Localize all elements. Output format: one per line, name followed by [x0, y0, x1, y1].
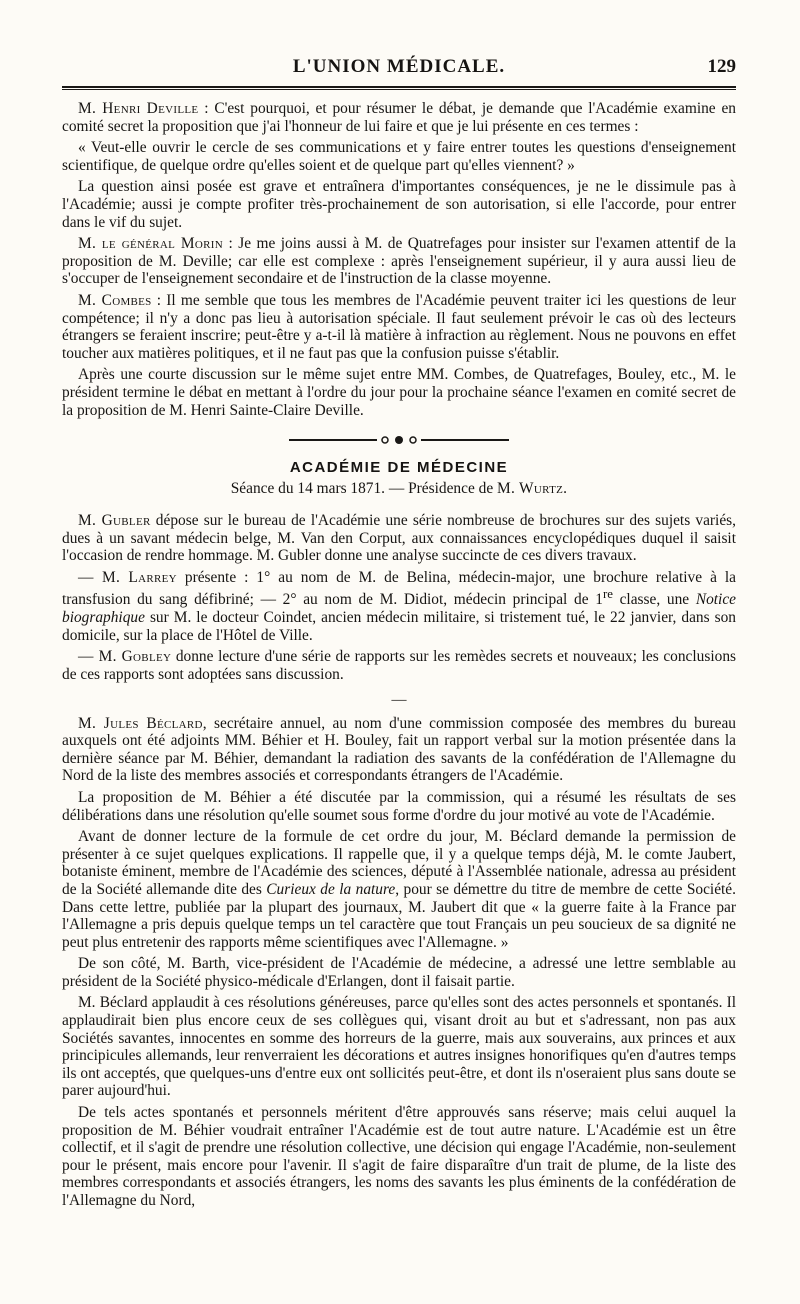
journal-title: L'UNION MÉDICALE. [292, 56, 506, 77]
header-rule [62, 86, 736, 90]
running-head [62, 52, 736, 86]
speaker-name: M. Gubler [78, 512, 151, 530]
separator-dash: — [391, 691, 407, 708]
paragraph [62, 100, 736, 135]
italic-title: Notice biographique [62, 591, 736, 627]
paragraph [62, 569, 736, 645]
paragraph: « Veut-elle ouvrir le cercle de ses communications et y faire entrer toutes les questions d'enseignement scientifique, de quelque ordre qu'elles soient et de quelque part qu'elles viennent? » [62, 139, 736, 174]
paragraph [62, 648, 736, 683]
speaker-name: M. Henri Deville [78, 100, 199, 117]
ornament-divider-icon [289, 434, 509, 446]
paragraph: La proposition de M. Béhier a été discutée par la commission, qui a résumé les résultats de ses délibérations dans une résolution qu'elle soumet sous forme d'ordre du jour motivé au vote de l'Académie. [62, 788, 736, 824]
paragraph-text: présente : 1° au nom de M. de Belina, médecin-major, une brochure relative à la transfusion du sang défibriné; — 2° au nom de M. Didiot, médecin principal de 1 [62, 568, 736, 609]
paragraph: M. Béclard applaudit à ces résolutions généreuses, parce qu'elles sont des actes personnels et spontanés. Il applaudirait bien plus encore ceux de ses collègues qui, visant droit au but et s'adressant, non pas aux Sociétés savantes, innocentes en somme des horreurs de la guerre, mais aux souverains, aux princes et aux principicules allemands, leur renverraient les décorations et autres insignes honorifiques qu'en d'autres temps ils ont acceptés, que quelques-uns d'entre eux ont sollicités peut-être, et dont ils n'oseraient plus sans doute se parer aujourd'hui. [62, 994, 736, 1100]
paragraph-text: , secrétaire annuel, au nom d'une commission composée des membres du bureau auxquels ont été adjoints MM. Béhier et H. Bouley, fait un rapport verbal sur la motion présentée dans la dernière séance par M. Béhier, demandant la radiation des savants de la confédération de l'Allemagne du Nord de la liste des membres associés et correspondants étrangers de l'Académie. [62, 714, 736, 785]
italic-title: Curieux de la nature [266, 880, 396, 898]
paragraph-text: donne lecture d'une série de rapports sur les remèdes secrets et nouveaux; les conclusions de ces rapports sont adoptées sans discussion. [62, 648, 736, 683]
paragraph-text: classe, une [612, 591, 696, 609]
paragraph-text: : Je me joins aussi à M. de Quatrefages pour insister sur l'examen attentif de la proposition de M. Deville; car elle est complexe : après l'enseignement supérieur, il y aura aussi lieu de s'occuper de l'enseignement secondaire et de l'instruction de la classe moyenne. [62, 235, 737, 288]
paragraph-text: : Il me semble que tous les membres de l'Académie peuvent traiter ici les questions de leur compétence; il n'y a donc pas lieu à autorisation spéciale. Il faut seulement prévoir le cas où des lecteurs étrangers se feraient inscrire; peut-être y a-t-il là matière à infraction au règlement. Nous ne pouvons en effet toucher aux matières politiques, et il ne faut pas que la confusion puisse s'établir. [62, 291, 736, 362]
paragraph [62, 715, 736, 785]
superscript: re [602, 587, 613, 602]
paragraph-text: sur M. le docteur Coindet, ancien médecin militaire, si tristement tué, le 22 janvier, dans son domicile, sur la place de l'Hôtel de Ville. [62, 609, 736, 644]
session-date: Séance du 14 mars 1871. — Présidence de [230, 480, 498, 498]
paragraph [62, 512, 736, 565]
session-president: M. Wurtz. [497, 480, 568, 498]
speaker-name: M. le général Morin [78, 235, 223, 253]
page-number: 129 [707, 56, 736, 77]
section-ornament [62, 433, 736, 451]
paragraph: De tels actes spontanés et personnels méritent d'être approuvés sans réserve; mais celui auquel la proposition de M. Béhier voudrait entraîner l'Académie est de tout autre nature. L'Académie est un être collectif, et il s'agit de prendre une résolution collective, une décision qui engage l'Académie, non-seulement pour le présent, mais encore pour l'avenir. Il s'agit de faire disparaître d'un trait de plume, de la liste des membres correspondants et associés étrangers, les noms des savants les plus éminents de la confédération de l'Allemagne du Nord, [62, 1104, 736, 1209]
speaker-name: M. Combes [78, 291, 152, 309]
paragraph [62, 828, 736, 951]
paragraph-text: : C'est pourquoi, et pour résumer le débat, je demande que l'Académie examine en comité secret la proposition que j'ai l'honneur de lui faire et que je lui présente en ces termes : [62, 100, 736, 135]
paragraph-text: , pour se démettre du titre de membre de cette Société. Dans cette lettre, publiée par la plupart des journaux, M. Jaubert dit que « la guerre faite à la France par l'Allemagne a pris depuis quelque temps un tel caractère que tout Français un peu soucieux de sa dignité ne peut plus entretenir des rapports même scientifiques avec l'Allemagne. » [62, 880, 736, 951]
paragraph-text: dépose sur le bureau de l'Académie une série nombreuse de brochures sur des sujets variés, dues à un savant médecin belge, M. Van den Corput, aux connaissances encyclopédiques duquel il saisit l'occasion de rendre hommage. M. Gubler donne une analyse succincte de ces divers travaux. [62, 512, 736, 565]
paragraph: La question ainsi posée est grave et entraînera d'importantes conséquences, je ne le dissimule pas à l'Académie; aussi je compte profiter très-prochainement de son autorisation, si elle l'accorde, pour entrer dans le vif du sujet. [62, 178, 736, 231]
session-line [62, 480, 736, 498]
speaker-name: — M. Larrey [78, 568, 177, 586]
paragraph [62, 292, 736, 362]
speaker-name: — M. Gobley [78, 648, 172, 666]
paragraph-text: Avant de donner lecture de la formule de cet ordre du jour, M. Béclard demande la permission de présenter à ce sujet quelques explications. Il rappelle que, il y a quelque temps déjà, M. le comte Jaubert, botaniste éminent, membre de l'Académie des sciences, député à l'Assemblée nationale, adressa au président de la Société allemande dite des [62, 828, 736, 898]
paragraph [62, 235, 736, 288]
paragraph: De son côté, M. Barth, vice-président de l'Académie de médecine, a adressé une lettre semblable au président de la Société physico-médicale d'Erlangen, dont il faisait partie. [62, 955, 736, 990]
speaker-name: M. Jules Béclard [78, 714, 203, 732]
paragraph: Après une courte discussion sur le même sujet entre MM. Combes, de Quatrefages, Bouley, etc., M. le président termine le débat en mettant à l'ordre du jour pour la prochaine séance l'examen en comité secret de la proposition de M. Henri Sainte-Claire Deville. [62, 366, 736, 419]
section-title: ACADÉMIE DE MÉDECINE [289, 459, 509, 477]
